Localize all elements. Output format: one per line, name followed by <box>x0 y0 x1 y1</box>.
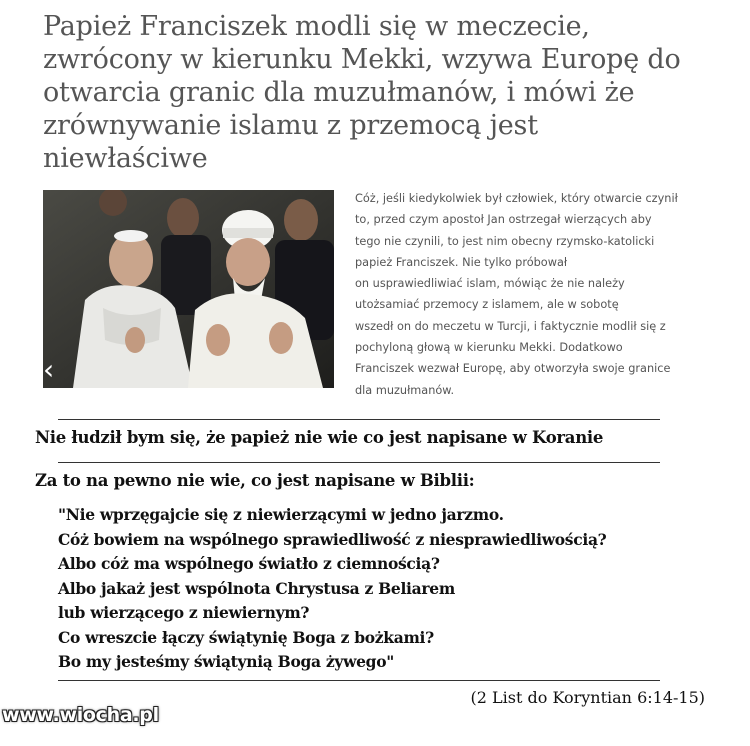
divider <box>58 462 660 463</box>
quote-line: Albo jakaż jest wspólnota Chrystusa z Beliarem <box>58 578 455 598</box>
article-line: utożsamiać przemocy z islamem, ale w sobotę <box>355 298 619 312</box>
news-photo <box>43 190 334 388</box>
divider <box>58 419 660 420</box>
previous-arrow-icon[interactable]: ‹ <box>43 353 55 386</box>
article-line: papież Franciszek. Nie tylko próbował <box>355 255 568 269</box>
divider <box>58 680 660 681</box>
article-line: wszedł on do meczetu w Turcji, i faktycznie modlił się z <box>355 319 666 333</box>
article-line: pochyloną głową w kierunku Mekki. Dodatkowo <box>355 341 623 355</box>
article-line: to, przed czym apostoł Jan ostrzegał wierzących aby <box>355 213 652 227</box>
headline-line: Papież Franciszek modli się w meczecie, <box>43 11 590 42</box>
article-line: tego nie czynili, to jest nim obecny rzymsko-katolicki <box>355 234 655 248</box>
article-line: on usprawiedliwiać islam, mówiąc że nie należy <box>355 277 625 291</box>
article-text <box>355 188 705 401</box>
article-line: Franciszek wezwał Europę, aby otworzyła swoje granice <box>355 362 671 376</box>
quote-line: lub wierzącego z niewiernym? <box>58 603 310 622</box>
bible-quote <box>58 503 606 675</box>
statement-bible: Za to na pewno nie wie, co jest napisane w Biblii: <box>35 471 475 490</box>
quote-line: Albo cóż ma wspólnego światło z ciemnością? <box>58 554 440 573</box>
headline-line: otwarcia granic dla muzułmanów, i mówi że <box>43 77 635 108</box>
watermark-logo: www.wiocha.pl <box>2 704 159 726</box>
quote-line: "Nie wprzęgajcie się z niewierzącymi w jedno jarzmo. <box>58 505 504 524</box>
quote-line: Co wreszcie łączy świątynię Boga z bożkami? <box>58 627 434 647</box>
prayer-scene-illustration <box>43 190 334 388</box>
article-line: Cóż, jeśli kiedykolwiek był człowiek, który otwarcie czynił <box>355 192 678 205</box>
article-line: dla muzułmanów. <box>355 383 455 397</box>
headline-line: zwrócony w kierunku Mekki, wzywa Europę do <box>43 44 681 75</box>
headline-line: niewłaściwe <box>43 143 208 174</box>
headline-line: zrównywanie islamu z przemocą jest <box>43 110 538 141</box>
headline <box>43 10 723 175</box>
quote-line: Bo my jesteśmy świątynią Boga żywego" <box>58 652 395 671</box>
statement-koran: Nie łudził bym się, że papież nie wie co jest napisane w Koranie <box>35 428 604 447</box>
quote-line: Cóż bowiem na wspólnego sprawiedliwość z niesprawiedliwością? <box>58 529 607 549</box>
bible-reference: (2 List do Koryntian 6:14-15) <box>470 688 705 707</box>
